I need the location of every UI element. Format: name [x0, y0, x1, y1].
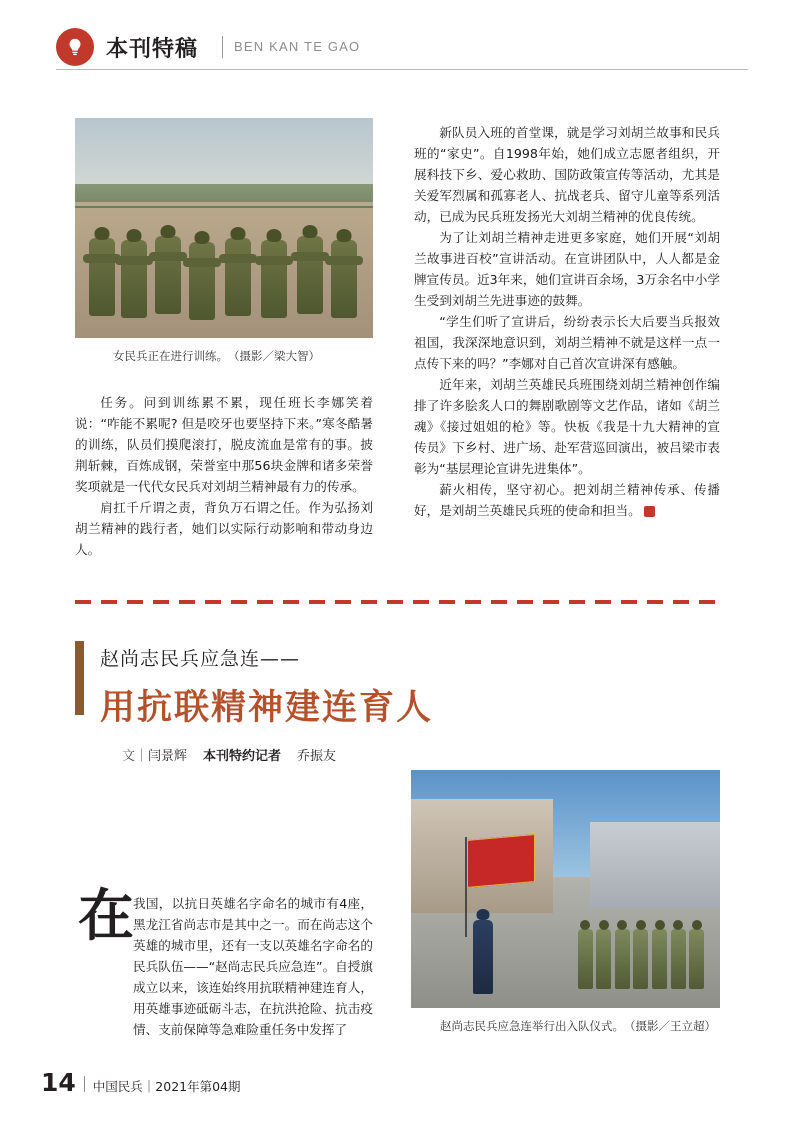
paragraph: 我国，以抗日英雄名字命名的城市有4座，黑龙江省尚志市是其中之一。而在尚志这个英雄的城市里，还有一支以英雄名字命名的民兵队伍——“赵尚志民兵应急连”。自授旗成立以来，该连始终用抗联精神建连育人，用英雄事迹砥砺斗志，在抗洪抢险、抗击疫情、支前保障等急难险重任务中发挥了 — [133, 896, 373, 1037]
paragraph: 新队员入班的首堂课，就是学习刘胡兰故事和民兵班的“家史”。自1998年始，她们成立志愿者组织，开展科技下乡、爱心救助、国防政策宣传等活动，尤其是关爱军烈属和孤寡老人、抗战老兵、留守儿童等系列活动，已成为民兵班发扬光大刘胡兰精神的优良传统。 — [414, 125, 720, 224]
page-header — [56, 28, 748, 72]
article-one-left-column — [75, 392, 373, 560]
photo-unit-flag — [467, 834, 535, 888]
paragraph: 任务。问到训练累不累，现任班长李娜笑着说：“咋能不累呢? 但是咬牙也要坚持下来。”寒冬酷暑的训练，队员们摸爬滚打，脱皮流血是常有的事。披荆斩棘，百炼成钢，荣誉室中那56块金牌和诸多荣誉奖项就是一代代女民兵对刘胡兰精神最有力的传承。 — [75, 395, 373, 494]
header-rule — [56, 69, 748, 70]
photo-female-militia-training — [75, 118, 373, 338]
photo-figure — [615, 929, 630, 989]
photo-figure — [633, 929, 648, 989]
photo-caption: 女民兵正在进行训练。 （摄影／梁大智） — [113, 349, 320, 363]
header-divider — [222, 36, 223, 58]
paragraph-final — [414, 479, 720, 521]
byline-prefix: 文｜ — [122, 749, 149, 764]
photo-figure — [89, 238, 115, 316]
paragraph: 为了让刘胡兰精神走进更多家庭，她们开展“刘胡兰故事进百校”宣讲活动。在宣讲团队中，人人都是金牌宣传员。近3年来，她们宣讲百余场，3万余名中小学生受到刘胡兰先进事迹的鼓舞。 — [414, 230, 720, 308]
paragraph: 近年来，刘胡兰英雄民兵班围绕刘胡兰精神创作编排了许多脍炙人口的舞剧歌剧等文艺作品，诸如《胡兰魂》《接过姐姐的枪》等。快板《我是十九大精神的宣传员》下乡村、进广场、赴军营巡回演出，被吕梁市表彰为“基层理论宣讲先进集体”。 — [414, 377, 720, 476]
section-separator — [75, 600, 720, 604]
photo-figure — [121, 240, 147, 318]
photo-figure — [652, 929, 667, 989]
article-one-right-column — [414, 122, 720, 521]
photo-figure — [331, 240, 357, 318]
photo-figure — [297, 236, 323, 314]
drop-cap: 在 — [78, 883, 134, 949]
footer-divider — [84, 1076, 85, 1092]
article-two-byline — [122, 745, 336, 764]
paragraph-text: 薪火相传，坚守初心。把刘胡兰精神传承、传播好，是刘胡兰英雄民兵班的使命和担当。 — [414, 482, 720, 518]
photo-militia-ceremony — [411, 770, 720, 1008]
lightbulb-icon — [56, 28, 94, 66]
photo-figure — [189, 242, 215, 320]
photo-figure — [596, 929, 611, 989]
photo-caption: 赵尚志民兵应急连举行出入队仪式。 （摄影／王立超） — [440, 1019, 716, 1033]
photo-figure — [261, 240, 287, 318]
photo-officer-figure — [473, 920, 493, 994]
photo-ground — [75, 202, 373, 338]
page-footer — [41, 1068, 241, 1097]
paragraph: “学生们听了宣讲后，纷纷表示长大后要当兵报效祖国，我深深地意识到，刘胡兰精神不就是这样一点一点传下来的吗？”李娜对自己首次宣讲深有感触。 — [414, 314, 720, 371]
article-two-kicker: 赵尚志民兵应急连—— — [100, 648, 301, 670]
byline-role: 本刊特约记者 — [203, 749, 282, 764]
photo-building-right — [590, 822, 720, 908]
photo-figure — [671, 929, 686, 989]
end-mark-icon: ■ — [644, 506, 655, 517]
article-two-title: 用抗联精神建连育人 — [100, 688, 434, 728]
paragraph: 肩扛千斤谓之责，背负万石谓之任。作为弘扬刘胡兰精神的践行者，她们以实际行动影响和带动身边人。 — [75, 500, 373, 557]
section-title: 本刊特稿 — [106, 37, 199, 62]
section-title-pinyin: BEN KAN TE GAO — [234, 39, 361, 54]
photo-figure — [578, 929, 593, 989]
photo-figure — [689, 929, 704, 989]
page-number: 14 — [41, 1068, 76, 1097]
article-two-accent-bar — [75, 641, 84, 715]
photo-figure — [225, 238, 251, 316]
publication-info: 中国民兵｜2021年第04期 — [92, 1079, 241, 1094]
byline-author-secondary: 乔振友 — [297, 749, 337, 764]
photo-fence — [75, 206, 373, 208]
article-two-left-column — [75, 893, 373, 1040]
photo-figure — [155, 236, 181, 314]
byline-author-primary: 闫景辉 — [148, 749, 188, 764]
